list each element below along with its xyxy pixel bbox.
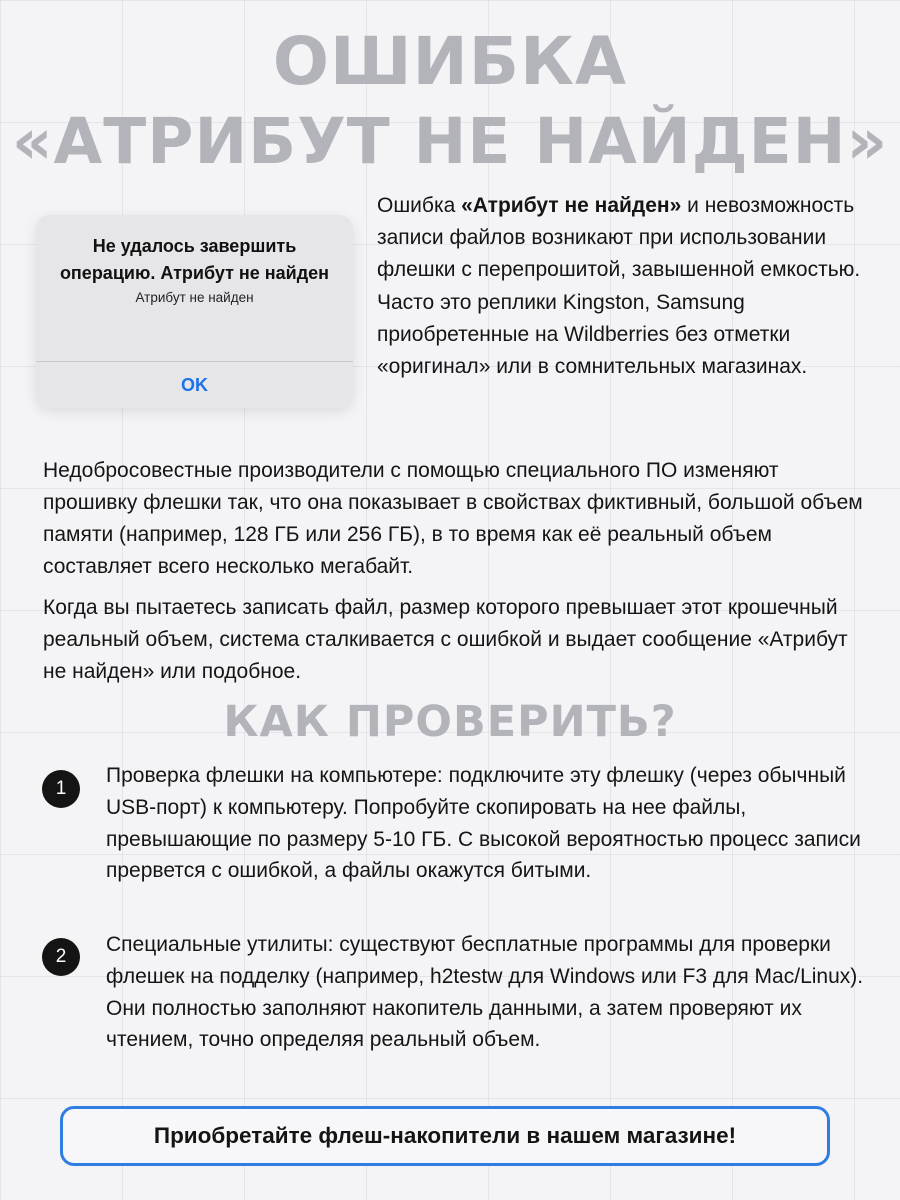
step-number-2: 2	[42, 938, 80, 976]
step-number-1: 1	[42, 770, 80, 808]
dialog-ok-button[interactable]: OK	[181, 375, 208, 395]
step-text-1: Проверка флешки на компьютере: подключите эту флешку (через обычный USB-порт) к компьютеру. Попробуйте скопировать на нее файлы, превышающие по размеру 5-10 ГБ. С высокой вероятностью процесс записи прервется с ошибкой, а файлы окажутся битыми.	[106, 764, 861, 883]
step-text-2: Специальные утилиты: существуют бесплатные программы для проверки флешек на подделку (например, h2testw для Windows или F3 для Mac/Linux). Они полностью заполняют накопитель данными, а затем проверяют их чтением, точно определяя реальный объем.	[106, 933, 864, 1052]
dialog-message: Атрибут не найден	[135, 290, 254, 305]
page-title-line-1: ОШИБКА	[272, 23, 628, 100]
paragraph-write-error: Когда вы пытаетесь записать файл, размер которого превышает этот крошечный реальный объем, система сталкивается с ошибкой и выдает сообщение «Атрибут не найден» или подобное.	[43, 596, 848, 683]
intro-highlight: «Атрибут не найден»	[461, 194, 682, 217]
dialog-title: Не удалось завершить операцию. Атрибут не найден	[59, 236, 330, 283]
intro-text-start: Ошибка	[377, 194, 462, 217]
error-dialog	[36, 215, 353, 408]
page-title-line-2: «АТРИБУТ НЕ НАЙДЕН»	[11, 105, 889, 178]
intro-text-end: и невозможность записи файлов возникают при использовании флешки с перепрошитой, завышенной емкостью. Часто это реплики Kingston, Samsung приобретенные на Wildberries без отметки «оригинал» или в сомнительных магазинах.	[377, 194, 861, 379]
cta-banner: Приобретайте флеш-накопители в нашем магазине!	[60, 1106, 830, 1166]
section-title-how-to-check: КАК ПРОВЕРИТЬ?	[223, 697, 677, 747]
intro-paragraph	[377, 190, 877, 383]
page-title	[0, 22, 900, 182]
paragraph-firmware: Недобросовестные производители с помощью специального ПО изменяют прошивку флешки так, что она показывает в свойствах фиктивный, большой объем памяти (например, 128 ГБ или 256 ГБ), в то время как её реальный объем составляет всего несколько мегабайт.	[43, 459, 863, 578]
